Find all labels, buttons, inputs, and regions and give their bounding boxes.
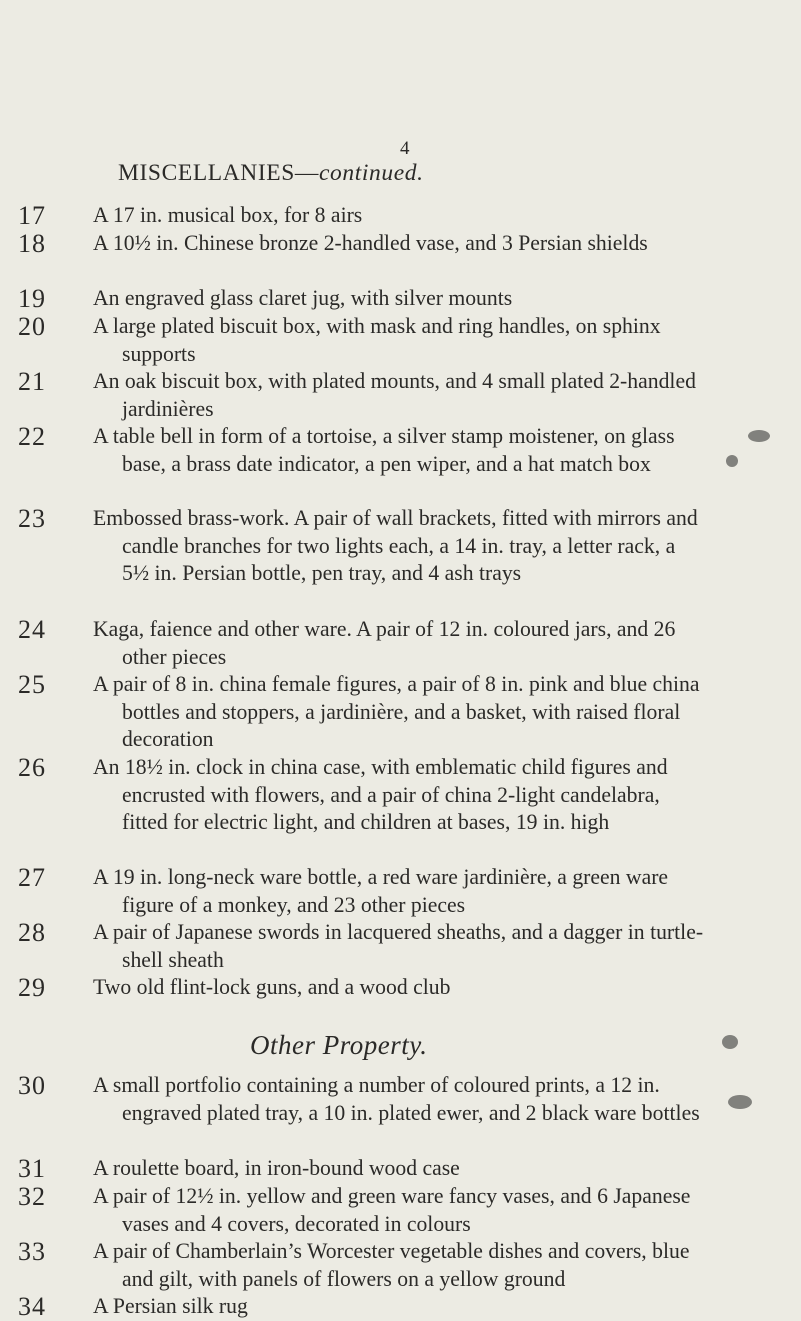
lot-number: 23 xyxy=(18,504,46,533)
lot-description: A 10½ in. Chinese bronze 2-handled vase, and 3 Persian shields xyxy=(93,231,648,255)
lot-description: Kaga, faience and other ware. A pair of 12 in. coloured jars, and 26 other pieces xyxy=(93,617,676,669)
scan-speck xyxy=(722,1035,738,1049)
lot-description: A pair of Chamberlain’s Worcester vegetable dishes and covers, blue and gilt, with panels of flowers on a yellow ground xyxy=(93,1239,690,1291)
heading-main: MISCELLANIES— xyxy=(118,160,320,186)
lot-number: 31 xyxy=(18,1154,46,1183)
lot-number: 29 xyxy=(18,973,46,1002)
lot-description: A 19 in. long-neck ware bottle, a red ware jardinière, a green ware figure of a monkey, and 23 other pieces xyxy=(93,865,669,917)
lot-number: 24 xyxy=(18,615,46,644)
lot-number: 30 xyxy=(18,1071,46,1100)
lot-description: A pair of Japanese swords in lacquered sheaths, and a dagger in turtle-shell sheath xyxy=(93,920,704,972)
lot-number: 34 xyxy=(18,1292,46,1321)
lot-number: 32 xyxy=(18,1182,46,1211)
lot-number: 19 xyxy=(18,284,46,313)
lot-description: A Persian silk rug xyxy=(93,1294,248,1318)
scan-speck xyxy=(748,430,770,442)
lot-description: A large plated biscuit box, with mask and ring handles, on sphinx supports xyxy=(93,314,661,366)
lot-number: 26 xyxy=(18,753,46,782)
lot-description: Two old flint-lock guns, and a wood club xyxy=(93,975,451,999)
lot-number: 28 xyxy=(18,918,46,947)
lot-number: 22 xyxy=(18,422,46,451)
lot-number: 27 xyxy=(18,863,46,892)
lot-number: 17 xyxy=(18,201,46,230)
lot-description: A table bell in form of a tortoise, a silver stamp moistener, on glass base, a brass date indicator, a pen wiper, and a hat match box xyxy=(93,424,675,476)
lot-number: 33 xyxy=(18,1237,46,1266)
heading-continued: continued. xyxy=(319,160,424,186)
lot-description: An 18½ in. clock in china case, with emblematic child figures and encrusted with flowers, and a pair of china 2-light candelabra, fitted for electric light, and children at bases, 19 in. high xyxy=(93,755,668,834)
section-heading xyxy=(118,160,424,187)
lot-description: A small portfolio containing a number of coloured prints, a 12 in. engraved plated tray, a 10 in. plated ewer, and 2 black ware bottles xyxy=(93,1073,700,1125)
page-number: 4 xyxy=(400,138,410,159)
lot-number: 20 xyxy=(18,312,46,341)
lot-description: A roulette board, in iron-bound wood case xyxy=(93,1156,460,1180)
lot-description: A pair of 8 in. china female figures, a pair of 8 in. pink and blue china bottles and stoppers, a jardinière, and a basket, with raised floral decoration xyxy=(93,672,700,751)
subheading: Other Property. xyxy=(250,1030,428,1060)
lot-number: 18 xyxy=(18,229,46,258)
lot-number: 25 xyxy=(18,670,46,699)
scan-speck xyxy=(728,1095,752,1109)
lot-description: Embossed brass-work. A pair of wall brackets, fitted with mirrors and candle branches for two lights each, a 14 in. tray, a letter rack, a 5½ in. Persian bottle, pen tray, and 4 ash trays xyxy=(93,506,698,585)
lot-description: A pair of 12½ in. yellow and green ware fancy vases, and 6 Japanese vases and 4 covers, decorated in colours xyxy=(93,1184,691,1236)
lot-description: A 17 in. musical box, for 8 airs xyxy=(93,203,363,227)
lot-description: An engraved glass claret jug, with silver mounts xyxy=(93,286,513,310)
lot-description: An oak biscuit box, with plated mounts, and 4 small plated 2-handled jardinières xyxy=(93,369,696,421)
scan-speck xyxy=(726,455,738,467)
lot-number: 21 xyxy=(18,367,46,396)
